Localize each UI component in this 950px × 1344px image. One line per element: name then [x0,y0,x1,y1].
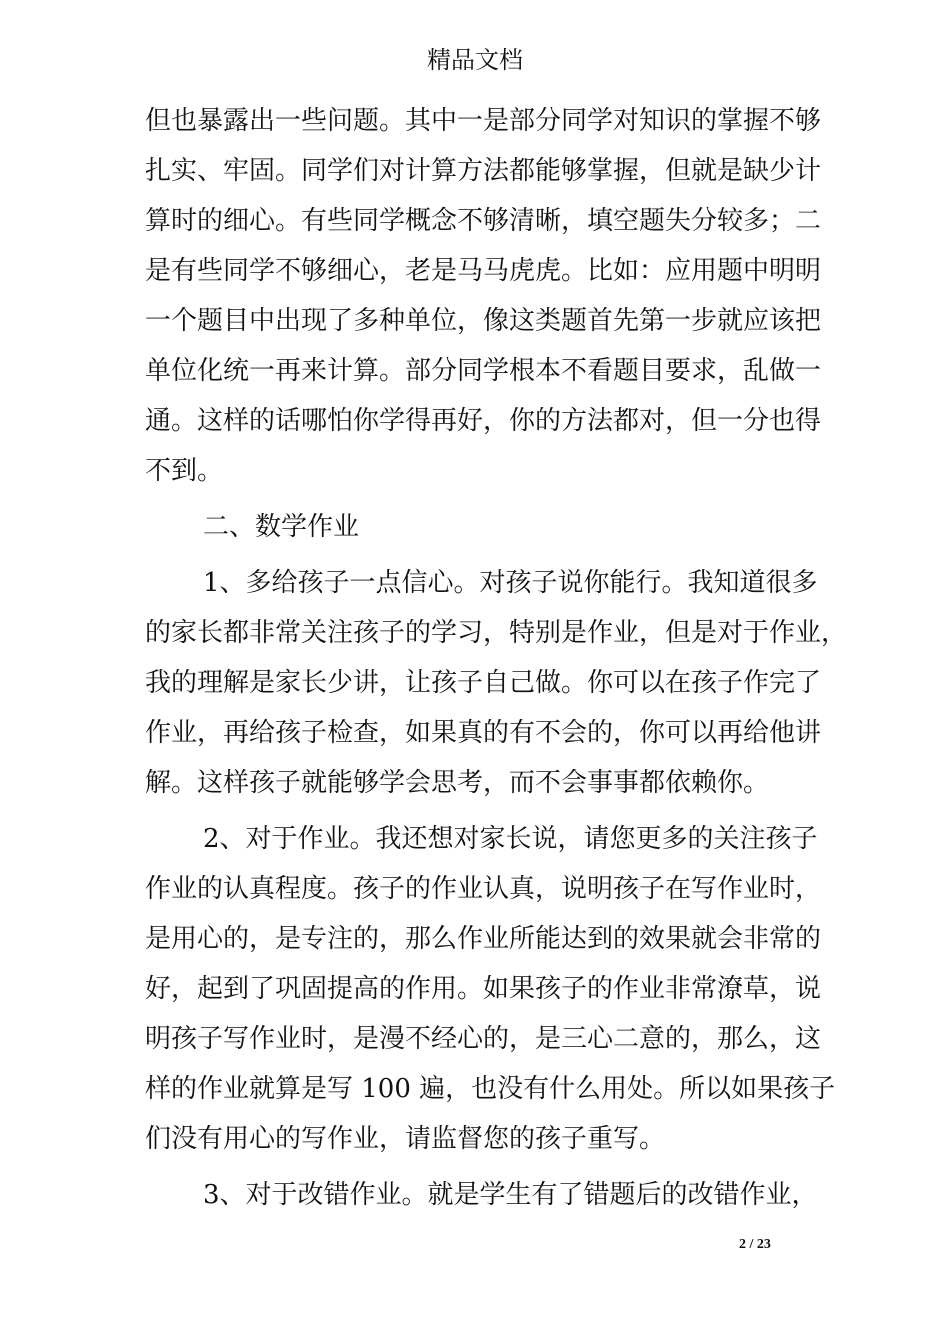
document-body [145,96,848,1220]
text-line: 们没有用心的写作业，请监督您的孩子重写。 [145,1124,666,1154]
paragraph [145,814,836,1164]
text-line: 扎实、牢固。同学们对计算方法都能够掌握，但就是缺少计 [145,156,822,186]
text-line: 1、多给孩子一点信心。对孩子说你能行。我知道很多 [203,568,818,598]
paragraph [145,1170,818,1220]
text-line: 3、对于改错作业。就是学生有了错题后的改错作业， [203,1180,818,1210]
text-line: 2、对于作业。我还想对家长说，请您更多的关注孩子 [203,824,818,854]
page-number: 2 / 23 [739,1237,771,1252]
text-line: 是有些同学不够细心，老是马马虎虎。比如：应用题中明明 [145,256,822,286]
text-line: 作业，再给孩子检查，如果真的有不会的，你可以再给他讲 [145,718,822,748]
text-line: 解。这样孩子就能够学会思考，而不会事事都依赖你。 [145,768,770,798]
paragraph [145,96,822,496]
text-line: 通。这样的话哪怕你学得再好，你的方法都对，但一分也得 [145,406,822,436]
page-header: 精品文档 [427,46,523,74]
text-line: 算时的细心。有些同学概念不够清晰，填空题失分较多；二 [145,206,822,236]
text-line: 明孩子写作业时，是漫不经心的，是三心二意的，那么，这 [145,1024,822,1054]
text-line: 我的理解是家长少讲，让孩子自己做。你可以在孩子作完了 [145,668,822,698]
text-line: 单位化统一再来计算。部分同学根本不看题目要求，乱做一 [145,356,822,386]
section-heading [145,502,807,552]
text-line: 样的作业就算是写 100 遍，也没有什么用处。所以如果孩子 [145,1074,836,1104]
text-line: 的家长都非常关注孩子的学习，特别是作业，但是对于作业， [145,618,848,648]
text-line: 一个题目中出现了多种单位，像这类题首先第一步就应该把 [145,306,822,336]
text-line: 好，起到了巩固提高的作用。如果孩子的作业非常潦草，说 [145,974,822,1004]
text-line: 是用心的，是专注的，那么作业所能达到的效果就会非常的 [145,924,822,954]
text-line: 但也暴露出一些问题。其中一是部分同学对知识的掌握不够 [145,106,822,136]
paragraph [145,558,848,808]
text-line: 不到。 [145,456,224,486]
text-line: 作业的认真程度。孩子的作业认真，说明孩子在写作业时， [145,874,822,904]
heading-text: 二、数学作业 [203,512,360,542]
